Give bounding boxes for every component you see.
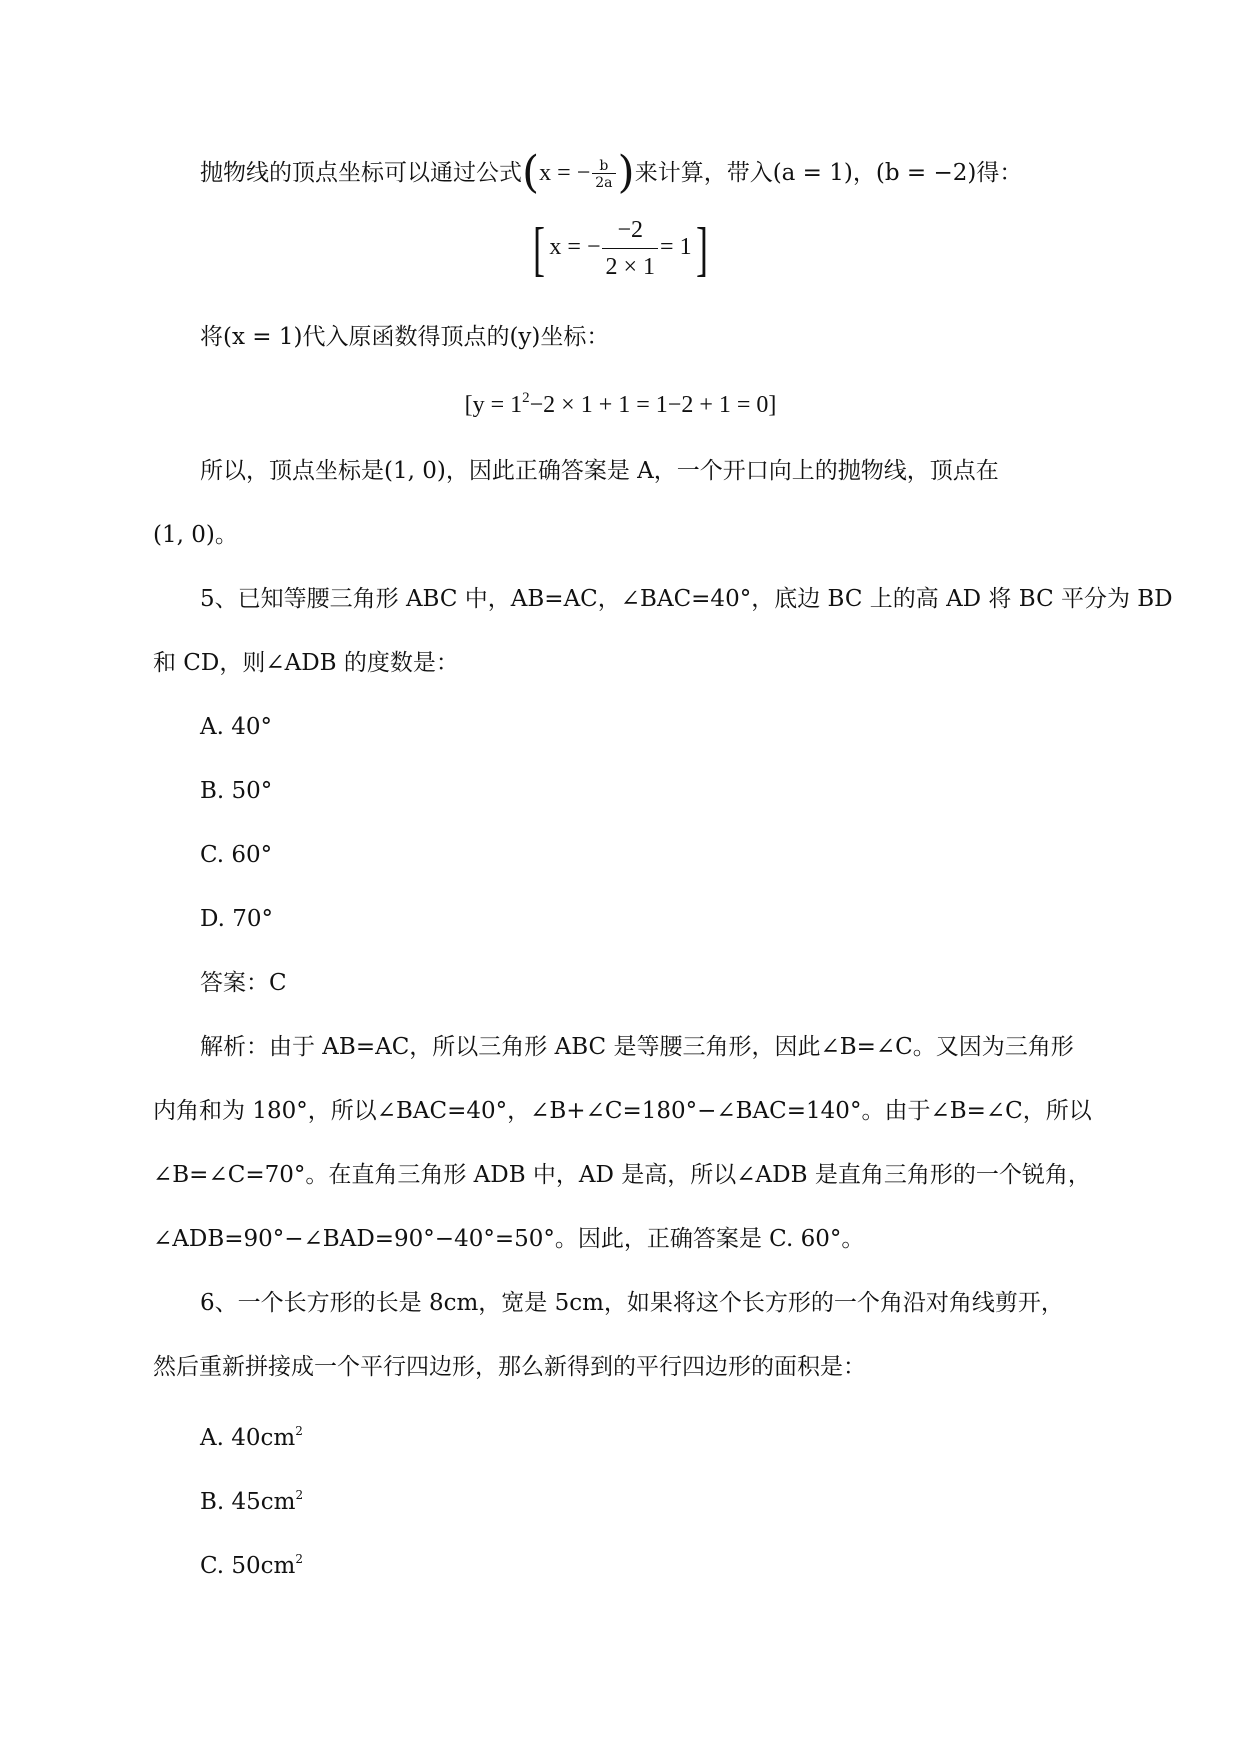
- q5-analysis-line-1: 解析：由于 AB=AC，所以三角形 ABC 是等腰三角形，因此∠B=∠C。又因为三角形: [200, 1034, 1074, 1060]
- q5-option-a: A. 40°: [200, 714, 272, 740]
- q6-option-a-superscript: 2: [295, 1424, 303, 1438]
- vertex-formula-pre: 抛物线的顶点坐标可以通过公式: [200, 160, 522, 186]
- vertex-fraction-numerator: b: [599, 157, 609, 174]
- q6-option-c-superscript: 2: [295, 1552, 303, 1566]
- bracket-close: ]: [695, 215, 708, 282]
- q6-option-a-text: A. 40cm: [200, 1425, 296, 1451]
- conclusion-line-1: 所以，顶点坐标是(1, 0)，因此正确答案是 A，一个开口向上的抛物线，顶点在: [200, 458, 999, 484]
- eq1-rhs: = 1: [660, 234, 692, 261]
- paren-close: ): [617, 147, 635, 198]
- q5-answer: 答案：C: [200, 970, 287, 996]
- q5-analysis-line-2: 内角和为 180°，所以∠BAC=40°，∠B+∠C=180°−∠BAC=140°。由于∠B=∠C，所以: [153, 1098, 1092, 1124]
- equation-vertex-x: [0, 215, 1241, 282]
- q6-option-c: [200, 1544, 303, 1581]
- substitute-line: 将(x = 1)代入原函数得顶点的(y)坐标：: [200, 324, 610, 350]
- q5-analysis-line-3: ∠B=∠C=70°。在直角三角形 ADB 中，AD 是高，所以∠ADB 是直角三角形的一个锐角，: [153, 1162, 1091, 1188]
- q6-stem-line-2: 然后重新拼接成一个平行四边形，那么新得到的平行四边形的面积是：: [153, 1354, 866, 1380]
- vertex-formula-lhs: x = −: [539, 160, 591, 186]
- bracket-open: [: [533, 215, 546, 282]
- q6-option-b-text: B. 45cm: [200, 1489, 296, 1515]
- q5-stem-line-1: 5、已知等腰三角形 ABC 中，AB=AC，∠BAC=40°，底边 BC 上的高 AD 将 BC 平分为 BD: [200, 586, 1173, 612]
- q5-option-d: D. 70°: [200, 906, 274, 932]
- vertex-fraction-denominator: 2a: [592, 173, 615, 190]
- q6-option-b-superscript: 2: [295, 1488, 304, 1502]
- vertex-fraction: [592, 159, 615, 190]
- vertex-formula-post: 来计算，带入(a = 1)，(b = −2)得：: [634, 160, 1023, 186]
- q6-option-b: [200, 1480, 303, 1517]
- eq2-post: −2 × 1 + 1 = 1−2 + 1 = 0]: [529, 392, 777, 418]
- conclusion-line-2: (1, 0)。: [153, 522, 238, 548]
- vertex-formula-line: [200, 147, 1023, 198]
- eq1-fraction: [602, 218, 658, 279]
- q6-option-c-text: C. 50cm: [200, 1553, 296, 1579]
- q6-option-a: [200, 1416, 303, 1453]
- eq1-numerator: −2: [617, 217, 644, 243]
- eq2-exponent: 2: [522, 390, 530, 406]
- equation-vertex-y: [0, 390, 1241, 419]
- eq1-lhs: x = −: [549, 234, 601, 261]
- q5-stem-line-2: 和 CD，则∠ADB 的度数是：: [153, 650, 459, 676]
- q6-stem-line-1: 6、一个长方形的长是 8cm，宽是 5cm，如果将这个长方形的一个角沿对角线剪开，: [200, 1290, 1064, 1316]
- paren-open: (: [522, 147, 540, 198]
- eq2-pre: [y = 1: [464, 392, 523, 418]
- q5-option-c: C. 60°: [200, 842, 273, 868]
- q5-option-b: B. 50°: [200, 778, 273, 804]
- eq1-denominator: 2 × 1: [602, 248, 658, 279]
- q5-analysis-line-4: ∠ADB=90°−∠BAD=90°−40°=50°。因此，正确答案是 C. 60°。: [153, 1226, 865, 1252]
